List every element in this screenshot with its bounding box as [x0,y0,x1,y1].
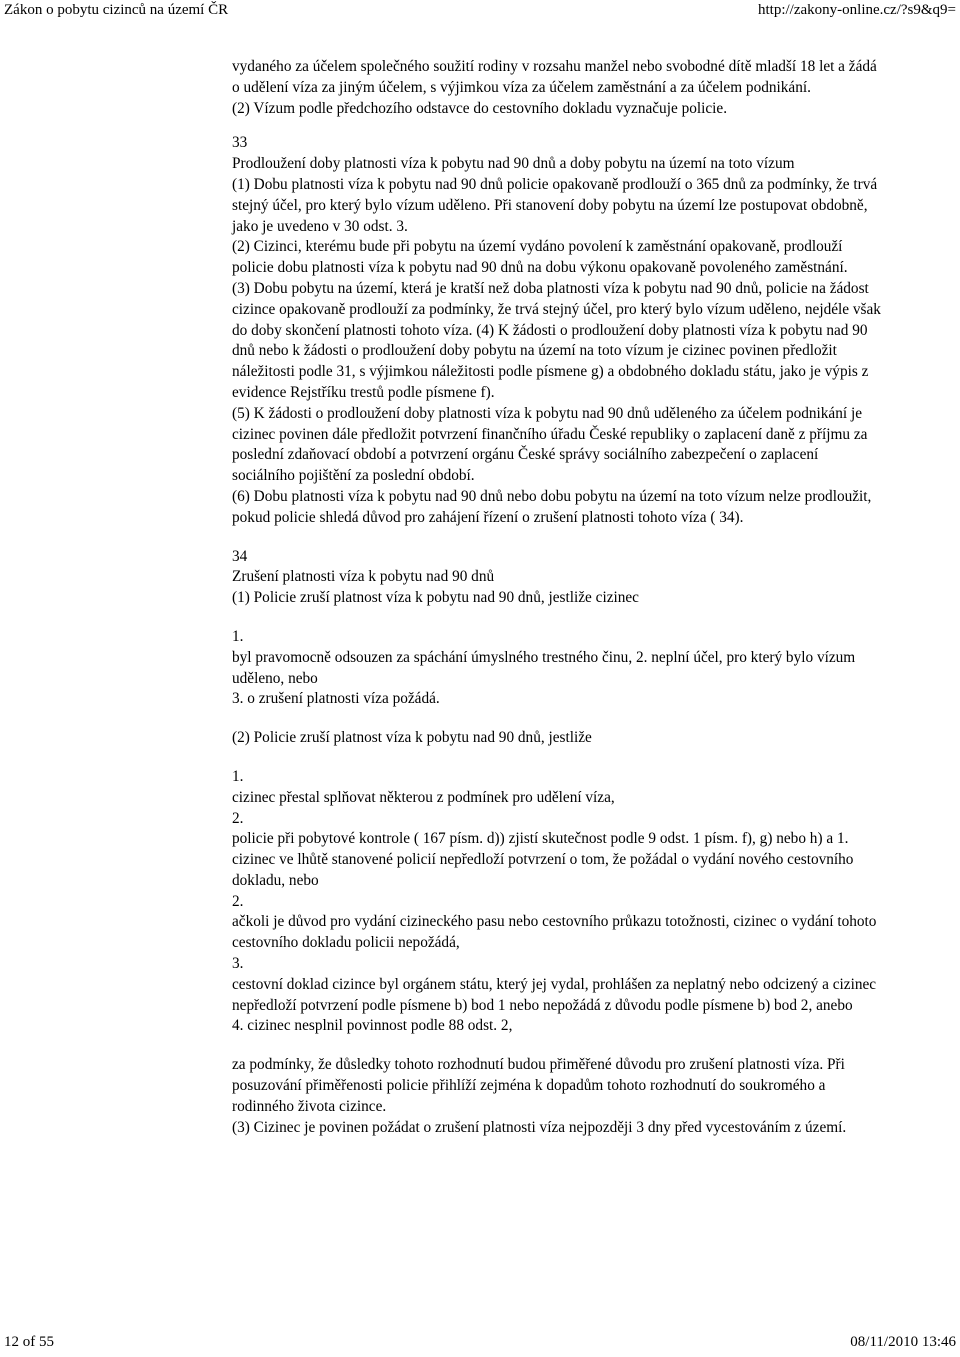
list-item: ačkoli je důvod pro vydání cizineckého pasu nebo cestovního průkazu totožnosti, cizinec o vydání tohoto cestovního dokladu policii nepožádá, [232,913,877,952]
list-number: 1. [232,627,244,645]
list-item: cestovní doklad cizince byl orgánem státu, který jej vydal, prohlášen za neplatný nebo odcizený a cizinec nepředloží potvrzení podle písmene b) bod 1 nebo nepožádá z důvodu podle písmene b) bod 2, anebo [232,975,877,1014]
list-item: cizinec přestal splňovat některou z podmínek pro udělení víza, [232,788,615,806]
paragraph: (1) Dobu platnosti víza k pobytu nad 90 dnů policie opakovaně prodlouží o 365 dnů za podmínky, že trvá stejný účel, pro který bylo vízum uděleno. Při stanovení doby pobytu na území lze postupovat obdobně, jako je uvedeno v 30 odst. 3. [232,175,878,235]
list-number: 3. [232,955,244,973]
document-title: Zákon o pobytu cizinců na území ČR [4,2,229,18]
paragraph: za podmínky, že důsledky tohoto rozhodnutí budou přiměřené důvodu pro zrušení platnosti víza. Při posuzování přiměřenosti policie přihlíží zejména k dopadům tohoto rozhodnutí do soukromého a rodinného života cizince. [232,1056,845,1115]
paragraph: (3) Dobu pobytu na území, která je kratší než doba platnosti víza k pobytu nad 90 dnů, policie na žádost cizince opakovaně prodlouží za podmínky, že trvá stejný účel, pro který bylo vízum uděleno, nejdéle však do doby skončení platnosti tohoto víza. (4) K žádosti o prodloužení doby platnosti víza k pobytu nad 90 dnů nebo k žádosti o prodloužení doby pobytu na území na toto vízum je cizinec povinen předložit náležitosti podle 31, s výjimkou náležitosti podle písmene g) a obdobného dokladu státu, jako je výpis z evidence Rejstříku trestů podle písmene f). [232,279,881,401]
document-body [232,57,884,1138]
section-title: Zrušení platnosti víza k pobytu nad 90 dnů [232,568,495,586]
list-number: 2. [232,809,244,827]
paragraph: (5) K žádosti o prodloužení doby platnosti víza k pobytu nad 90 dnů uděleného za účelem podnikání je cizinec povinen dále předložit potvrzení finančního úřadu České republiky o zaplacení daně z příjmu za poslední zdaňovací období a potvrzení orgánu České správy sociálního zabezpečení o zaplacení sociálního pojištění za poslední období. [232,404,868,485]
page-counter: 12 of 55 [4,1334,54,1350]
list-item: 3. o zrušení platnosti víza požádá. [232,690,440,708]
section-title: Prodloužení doby platnosti víza k pobytu nad 90 dnů a doby pobytu na území na toto vízum [232,155,795,173]
list-item: byl pravomocně odsouzen za spáchání úmyslného trestného činu, 2. neplní účel, pro který bylo vízum uděleno, nebo [232,648,856,687]
paragraph: (1) Policie zruší platnost víza k pobytu nad 90 dnů, jestliže cizinec [232,589,639,607]
source-url: http://zakony-online.cz/?s9&q9= [758,2,956,18]
section-heading: 33 [232,134,248,152]
list-number: 2. [232,892,244,910]
paragraph: (3) Cizinec je povinen požádat o zrušení platnosti víza nejpozději 3 dny před vycestováním z území. [232,1118,847,1136]
list-item: cizinec ve lhůtě stanovené policií nepředloží potvrzení o tom, že požádal o vydání nového cestovního dokladu, nebo [232,851,854,889]
list-number: 1. [232,767,244,785]
paragraph: (6) Dobu platnosti víza k pobytu nad 90 dnů nebo dobu pobytu na území na toto vízum nelze prodloužit, pokud policie shledá důvod pro zahájení řízení o zrušení platnosti tohoto víza ( 34). [232,487,872,526]
paragraph: vydaného za účelem společného soužití rodiny v rozsahu manžel nebo svobodné dítě mladší 18 let a žádá o udělení víza za jiným účelem, s výjimkou víza za účelem zaměstnání a za účelem podnikání. [232,58,877,96]
paragraph: (2) Cizinci, kterému bude při pobytu na území vydáno povolení k zaměstnání opakovaně, prodlouží policie dobu platnosti víza k pobytu nad 90 dnů na dobu výkonu opakovaně povoleného zaměstnání. [232,238,848,277]
paragraph: (2) Policie zruší platnost víza k pobytu nad 90 dnů, jestliže [232,729,592,747]
list-item: policie při pobytové kontrole ( 167 písm. d)) zjistí skutečnost podle 9 odst. 1 písm. f), g) nebo h) a 1. [232,830,849,848]
section-heading: 34 [232,547,248,565]
paragraph: (2) Vízum podle předchozího odstavce do cestovního dokladu vyznačuje policie. [232,99,728,117]
print-timestamp: 08/11/2010 13:46 [850,1334,956,1350]
page-header [0,0,960,22]
list-item: 4. cizinec nesplnil povinnost podle 88 odst. 2, [232,1017,513,1035]
